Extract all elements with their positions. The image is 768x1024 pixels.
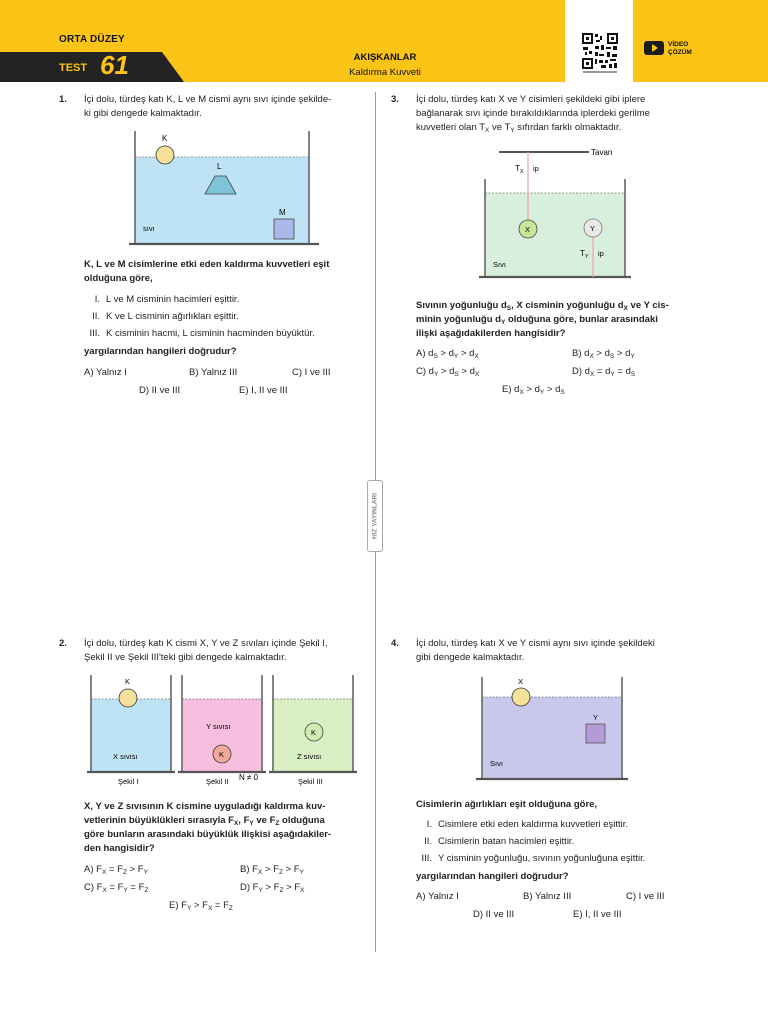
video-line-1: VİDEO [668,41,689,48]
question-ask: yargılarından hangileri doğrudur? [416,871,569,882]
topic-title: Kaldırma Kuvveti [349,67,421,78]
question-ask: minin yoğunluğu $d_Y$ olduğuna göre, bunlar arasındaki [416,314,658,326]
question-number: 1. [59,94,67,105]
question-ask: ilişki aşağıdakilerden hangisidir? [416,328,566,339]
label-liquid: sıvı [143,224,155,233]
question-ask: Sıvının yoğunluğu $d_S$, X cisminin yoğunluğu $d_X$ ve Y cis- [416,300,669,312]
label-liquid: Sıvı [490,759,503,768]
level-label: ORTA DÜZEY [59,34,125,45]
object-x [512,688,530,706]
label-l: L [217,162,222,171]
option-c[interactable]: C) I ve III [292,367,331,378]
statement-ii: II. K ve L cisminin ağırlıkları eşittir. [92,311,239,322]
label-x: X [525,225,531,234]
option-a[interactable]: A) $F_X = F_Z > F_Y$ [84,864,148,876]
option-c[interactable]: C) I ve III [626,891,665,902]
option-a[interactable]: A) Yalnız I [416,891,459,902]
statement-iii: III. Y cisminin yoğunluğu, sıvının yoğunluğuna eşittir. [421,853,646,864]
question-ask: vetlerinin büyüklükleri sırasıyla $F_X$, $F_Y$ ve $F_Z$ olduğuna [84,815,325,827]
question-ask: yargılarından hangileri doğrudur? [84,346,237,357]
label-x: X [518,677,524,686]
option-b[interactable]: B) Yalnız III [189,367,238,378]
option-e[interactable]: E) $d_X > d_Y > d_S$ [502,384,565,396]
statement-i: I. L ve M cisminin hacimleri eşittir. [94,294,240,305]
label-y: Y [593,713,599,722]
label-x-liquid: X sıvısı [113,752,138,761]
question-condition: Cisimlerin ağırlıkları eşit olduğuna göre, [416,799,598,810]
object-k [156,146,174,164]
label-z-liquid: Z sıvısı [297,752,322,761]
option-e[interactable]: E) $F_Y > F_X = F_Z$ [169,900,233,912]
statement-iii: III. K cisminin hacmi, L cisminin hacminden büyüktür. [89,328,315,339]
liquid [485,193,625,277]
label-k: K [311,728,317,737]
option-e[interactable]: E) I, II ve III [239,385,288,396]
video-line-2: ÇÖZÜM [668,49,692,56]
question-condition: K, L ve M cisimlerine etki eden kaldırma kuvvetleri eşit [84,259,330,270]
question-condition: olduğuna göre, [84,273,153,284]
option-b[interactable]: B) Yalnız III [523,891,572,902]
option-d[interactable]: D) $F_Y > F_Z > F_X$ [240,882,305,894]
page-header [0,0,768,82]
video-solution-link[interactable] [668,41,692,57]
question-2 [59,637,364,937]
figure-q1 [129,131,324,249]
question-stem: İçi dolu, türdeş katı K, L ve M cismi aynı sıvı içinde şekilde- [84,94,332,105]
object-k-fig1 [119,689,137,707]
question-stem: ki gibi dengede kalmaktadır. [84,108,202,119]
option-d[interactable]: D) II ve III [139,385,181,396]
test-bar [0,52,184,82]
question-stem: İçi dolu, türdeş katı K cismi X, Y ve Z sıvıları içinde Şekil I, [84,638,328,649]
question-3 [391,93,696,413]
question-stem: kuvvetleri olan $T_X$ ve $T_Y$ sıfırdan farklı olmaktadır. [416,122,622,134]
option-e[interactable]: E) I, II ve III [573,909,622,920]
option-a[interactable]: A) $d_S > d_Y > d_X$ [416,348,479,360]
statement-i: I. Cisimlere etki eden kaldırma kuvvetleri eşittir. [426,819,629,830]
label-k: K [219,750,225,759]
label-rope-x: ip [533,164,539,173]
question-stem: gibi dengede kalmaktadır. [416,652,525,663]
figure-q4 [476,677,636,787]
question-number: 4. [391,638,399,649]
question-ask: den hangisidir? [84,843,155,854]
subject-title: AKIŞKANLAR [353,52,417,63]
question-stem: İçi dolu, türdeş katı X ve Y cismi aynı sıvı içinde şekildeki [416,638,655,649]
publisher-name: HIZ YAYINLARI [371,493,379,539]
question-stem: Şekil II ve Şekil III'teki gibi dengede kalmaktadır. [84,652,287,663]
label-m: M [279,208,286,217]
liquid-x [91,699,171,772]
question-ask: X, Y ve Z sıvısının K cismine uyguladığı kaldırma kuv- [84,801,326,812]
label-tension-x: $T_X$ [515,164,524,175]
figure-q3 [479,143,639,283]
label-tension-y: $T_Y$ [580,249,589,260]
label-ceiling: Tavan [591,148,613,157]
question-stem: bağlanarak sıvı içinde bırakıldıklarında iplerdeki gerilme [416,108,650,119]
option-c[interactable]: C) $d_Y > d_S > d_X$ [416,366,480,378]
qr-code-icon[interactable] [581,32,619,70]
label-liquid: Sıvı [493,260,506,269]
object-m [274,219,294,239]
test-label: TEST [59,62,88,74]
option-c[interactable]: C) $F_X = F_Y = F_Z$ [84,882,149,894]
caption-fig1: Şekil I [118,777,139,786]
figure-q2 [85,675,365,790]
option-b[interactable]: B) $F_X > F_Z > F_Y$ [240,864,304,876]
option-a[interactable]: A) Yalnız I [84,367,127,378]
question-number: 3. [391,94,399,105]
caption-fig3: Şekil III [298,777,323,786]
qr-caption-bar [583,71,617,73]
question-stem: İçi dolu, türdeş katı X ve Y cisimleri şekildeki gibi iplere [416,94,646,105]
play-icon[interactable] [644,41,664,55]
label-k: K [125,677,131,686]
option-d[interactable]: D) $d_X = d_Y = d_S$ [572,366,636,378]
question-ask: göre bunların arasındaki büyüklük ilişkisi aşağıdakiler- [84,829,332,840]
question-4 [391,637,701,937]
caption-fig2: Şekil II [206,777,229,786]
label-rope-y: ip [598,249,604,258]
label-y-liquid: Y sıvısı [206,722,231,731]
question-1 [59,93,364,413]
statement-ii: II. Cisimlerin batan hacimleri eşittir. [424,836,575,847]
option-b[interactable]: B) $d_X > d_S > d_Y$ [572,348,635,360]
question-number: 2. [59,638,67,649]
test-number: 61 [100,50,129,80]
label-y: Y [590,224,596,233]
publisher-badge [367,480,383,552]
label-k: K [162,134,168,143]
object-y [586,724,605,743]
option-d[interactable]: D) II ve III [473,909,515,920]
label-normal-force: N ≠ 0 [239,773,259,782]
